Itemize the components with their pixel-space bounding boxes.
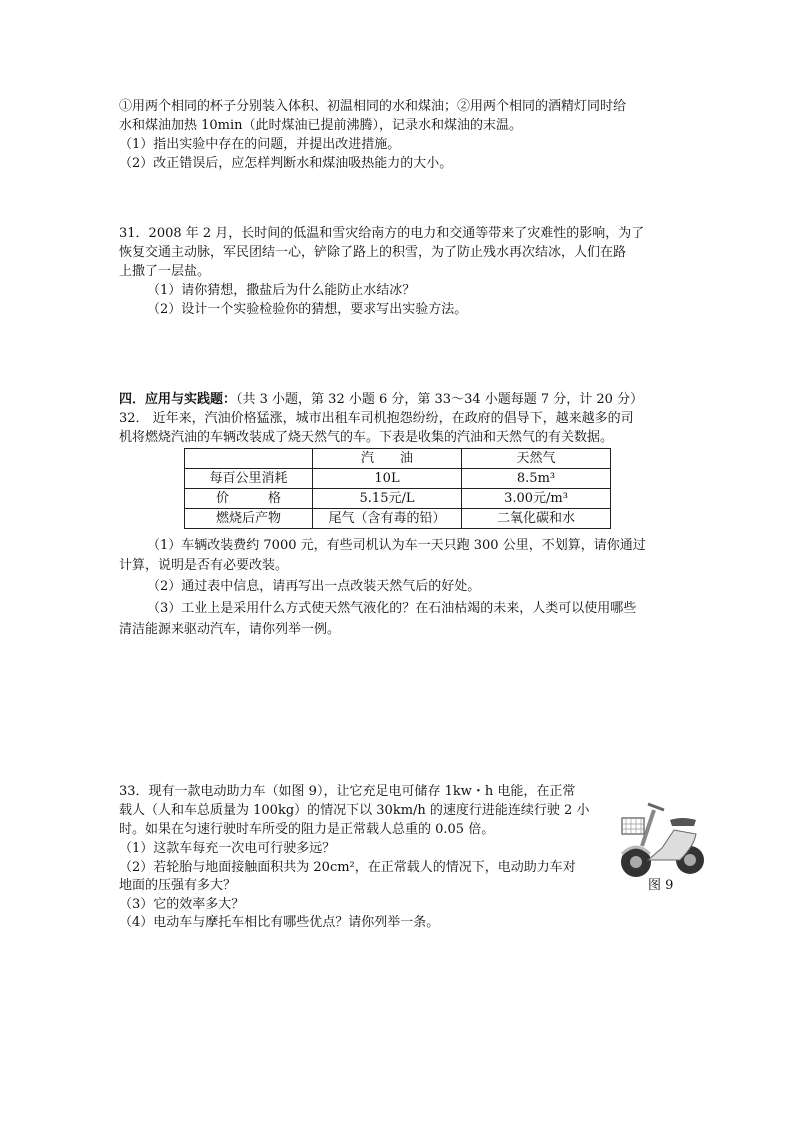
table-header-gasoline: 汽 油	[313, 449, 462, 469]
q32-line-1: 32． 近年来，汽油价格猛涨，城市出租车司机抱怨纷纷，在政府的倡导下，越来越多的司	[119, 411, 634, 426]
table-cell: 8.5m³	[462, 469, 611, 489]
q33-line-1: 33．现有一款电动助力车（如图 9），让它充足电可储存 1kw・h 电能，在正常	[119, 784, 576, 799]
section-4-title: 四．应用与实践题：	[119, 392, 237, 407]
table-header-empty	[185, 449, 313, 469]
table-cell: 10L	[313, 469, 462, 489]
table-cell: 二氧化碳和水	[462, 509, 611, 529]
q30-line-1: ①用两个相同的杯子分别装入体积、初温相同的水和煤油；②用两个相同的酒精灯同时给	[119, 99, 627, 114]
table-cell: 每百公里消耗	[185, 469, 313, 489]
q33-sub-2b: 地面的压强有多大？	[119, 878, 237, 893]
q33-sub-4: （4）电动车与摩托车相比有哪些优点？请你列举一条。	[119, 915, 440, 930]
q32-line-2: 机将燃烧汽油的车辆改装成了烧天然气的车。下表是收集的汽油和天然气的有关数据。	[119, 430, 614, 445]
q31-sub-2: （2）设计一个实验检验你的猜想，要求写出实验方法。	[147, 302, 468, 317]
scooter-seat	[670, 818, 696, 826]
table-row	[185, 449, 611, 469]
q30-sub-1: （1）指出实验中存在的问题，并提出改进措施。	[119, 137, 401, 152]
table-header-natural-gas: 天然气	[462, 449, 611, 469]
table-cell: 3.00元/m³	[462, 489, 611, 509]
section-4-note: （共 3 小题，第 32 小题 6 分，第 33～34 小题每题 7 分，计 20 分）	[236, 392, 644, 407]
q33-sub-3: （3）它的效率多大？	[119, 897, 245, 912]
table-row	[185, 469, 611, 489]
q33-line-2: 载人（人和车总质量为 100kg）的情况下以 30km/h 的速度行进能连续行驶 2 小	[119, 803, 590, 818]
q32-sub-3a: （3）工业上是采用什么方式使天然气液化的？在石油枯竭的未来，人类可以使用哪些	[147, 601, 637, 616]
q31-line-3: 上撒了一层盐。	[119, 264, 211, 279]
q31-line-2: 恢复交通主动脉，军民团结一心，铲除了路上的积雪，为了防止残水再次结冰，人们在路	[119, 245, 627, 260]
q33-sub-2: （2）若轮胎与地面接触面积共为 20cm²，在正常载人的情况下，电动助力车对	[119, 860, 576, 875]
q32-sub-1b: 计算，说明是否有必要改装。	[119, 558, 289, 573]
section-4-header	[119, 390, 643, 410]
q32-sub-3b: 清洁能源来驱动汽车，请你列举一例。	[119, 622, 341, 637]
q33-line-3: 时。如果在匀速行驶时车所受的阻力是正常载人总重的 0.05 倍。	[119, 822, 495, 837]
q30-sub-2: （2）改正错误后，应怎样判断水和煤油吸热能力的大小。	[119, 156, 453, 171]
table-row	[185, 489, 611, 509]
figure-9-label: 图 9	[648, 878, 674, 893]
table-cell: 价 格	[185, 489, 313, 509]
table-cell: 尾气（含有毒的铅）	[313, 509, 462, 529]
table-cell: 燃烧后产物	[185, 509, 313, 529]
q30-line-2: 水和煤油加热 10min（此时煤油已提前沸腾），记录水和煤油的末温。	[119, 118, 523, 133]
q31-sub-1: （1）请你猜想，撒盐后为什么能防止水结冰？	[147, 283, 416, 298]
q32-sub-2: （2）通过表中信息，请再写出一点改装天然气后的好处。	[147, 579, 481, 594]
q33-sub-1: （1）这款车每充一次电可行驶多远？	[119, 841, 336, 856]
q32-sub-1a: （1）车辆改装费约 7000 元，有些司机认为车一天只跑 300 公里，不划算，请你通过	[147, 538, 646, 553]
fuel-data-table	[184, 448, 611, 529]
table-cell: 5.15元/L	[313, 489, 462, 509]
q31-line-1: 31．2008 年 2 月，长时间的低温和雪灾给南方的电力和交通等带来了灾难性的影响，为了	[119, 226, 645, 241]
table-row	[185, 509, 611, 529]
